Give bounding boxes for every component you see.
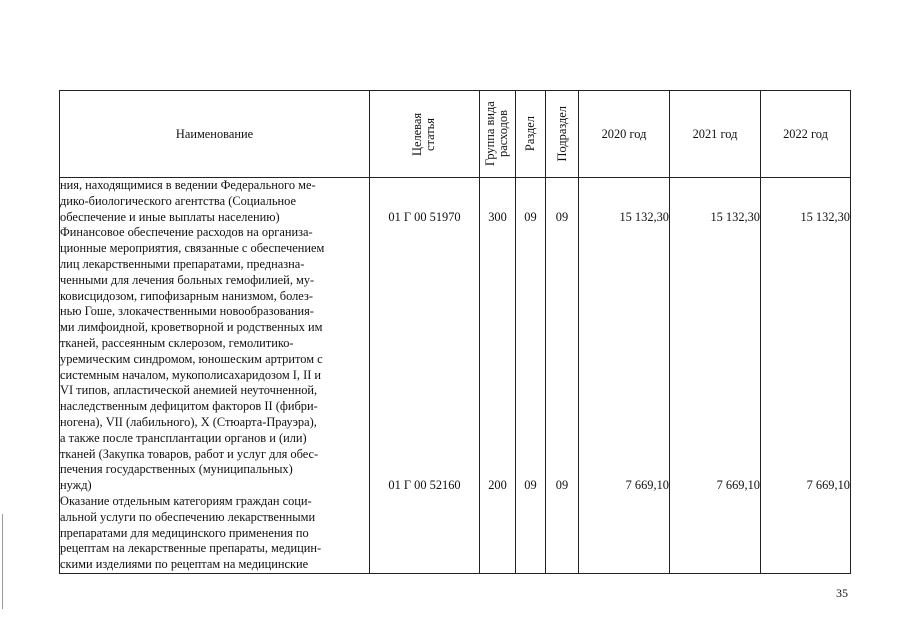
header-2020-label: 2020 год [601, 126, 647, 141]
row-name-line: Финансовое обеспечение расходов на организа- [60, 225, 313, 240]
row-section: 09 [524, 210, 537, 224]
header-section [516, 91, 546, 178]
row-2020: 15 132,30 [619, 210, 669, 224]
row-name-line: лиц лекарственными препаратами, предназна- [60, 256, 305, 271]
page-number: 35 [836, 586, 848, 600]
row-name-line: нужд) [60, 478, 92, 493]
row-section-cell [516, 225, 546, 494]
row-name-line: печения государственных (муниципальных) [60, 462, 293, 477]
row-name-line: уремическим синдромом, юношеским артритом с [60, 351, 323, 366]
row-name-line: препаратами для медицинского применения по [60, 525, 309, 540]
row-name-line: наследственным дефицитом факторов II (фибри- [60, 399, 318, 414]
header-section-label: Раздел [523, 116, 537, 152]
row-name-line: ногена), VII (лабильного), X (Стюарта-Прауэра), [60, 414, 317, 429]
row-2022: 15 132,30 [800, 210, 850, 224]
row-2021-cell [670, 178, 761, 226]
row-subsection-cell [546, 225, 579, 494]
row-group: 200 [488, 478, 507, 493]
row-name-line: Оказание отдельным категориям граждан соци- [60, 493, 312, 508]
row-name-line: тканей (Закупка товаров, работ и услуг для обес- [60, 446, 319, 461]
row-subsection: 09 [555, 478, 569, 493]
row-target-cell [370, 494, 480, 573]
header-name [60, 91, 370, 178]
row-subsection: 09 [555, 210, 569, 224]
header-name-label: Наименование [175, 126, 254, 141]
table-header-row [60, 91, 851, 178]
row-name-line: ченными для лечения больных гемофилией, му- [60, 272, 315, 287]
row-name-line: альной услуги по обеспечению лекарственными [60, 509, 316, 524]
header-target [370, 91, 480, 178]
row-group-cell [480, 494, 516, 573]
row-name-line: системным началом, мукополисахаридозом I, II и [60, 367, 322, 382]
header-subsection [546, 91, 579, 178]
header-group-label: Группа вида расходов [482, 101, 510, 167]
row-2021: 15 132,30 [710, 210, 760, 224]
header-target-label: Целевая статья [409, 112, 437, 156]
row-name-line: VI типов, апластической анемией неуточненной, [60, 383, 318, 398]
row-2020: 7 669,10 [625, 478, 669, 493]
row-name-line: скими изделиями по рецептам на медицинские [60, 557, 309, 572]
row-target-cell [370, 225, 480, 494]
row-target: 01 Г 00 52160 [388, 478, 461, 493]
row-group-cell [480, 178, 516, 226]
header-2021 [670, 91, 761, 178]
row-name-cell [60, 494, 370, 573]
row-section: 09 [524, 478, 537, 493]
row-name-line: дико-биологического агентства (Социальное [60, 193, 296, 208]
table-row [60, 178, 851, 226]
header-group [480, 91, 516, 178]
row-subsection-cell [546, 494, 579, 573]
header-2022-label: 2022 год [783, 126, 828, 141]
row-section-cell [516, 178, 546, 226]
row-name-cell [60, 178, 370, 226]
row-2022-cell [761, 494, 851, 573]
row-name-line: тканей, рассеянным склерозом, гемолитико- [60, 335, 294, 350]
table-row [60, 494, 851, 573]
row-2021: 7 669,10 [716, 478, 760, 493]
row-section-cell [516, 494, 546, 573]
table-row [60, 225, 851, 494]
row-name-line: обеспечение и иные выплаты населению) [60, 209, 280, 224]
header-2021-label: 2021 год [692, 126, 738, 141]
row-name-line: ционные мероприятия, связанные с обеспечением [60, 241, 325, 256]
row-subsection-cell [546, 178, 579, 226]
row-2022: 7 669,10 [806, 478, 850, 493]
row-2022-cell [761, 225, 851, 494]
budget-table [59, 90, 851, 574]
header-2020 [579, 91, 670, 178]
row-2020-cell [579, 225, 670, 494]
row-group: 300 [488, 210, 507, 224]
row-name-line: ния, находящимися в ведении Федерального ме- [60, 178, 316, 192]
row-2020-cell [579, 178, 670, 226]
row-2021-cell [670, 494, 761, 573]
header-subsection-label: Подраздел [554, 106, 569, 162]
row-2022-cell [761, 178, 851, 226]
row-name-line: рецептам на лекарственные препараты, медицин- [60, 541, 322, 556]
row-group-cell [480, 225, 516, 494]
row-2021-cell [670, 225, 761, 494]
scan-margin-line [2, 514, 3, 609]
row-name-line: ми лимфоидной, кроветворной и родственных им [60, 320, 323, 335]
row-target-cell [370, 178, 480, 226]
header-2022 [761, 91, 851, 178]
row-2020-cell [579, 494, 670, 573]
row-name-line: ковисцидозом, гипофизарным нанизмом, болез- [60, 288, 313, 303]
row-name-line: нью Гоше, злокачественными новообразования- [60, 304, 314, 319]
row-name-line: а также после трансплантации органов и (или) [60, 430, 307, 445]
row-target: 01 Г 00 51970 [388, 210, 461, 224]
row-name-cell [60, 225, 370, 494]
